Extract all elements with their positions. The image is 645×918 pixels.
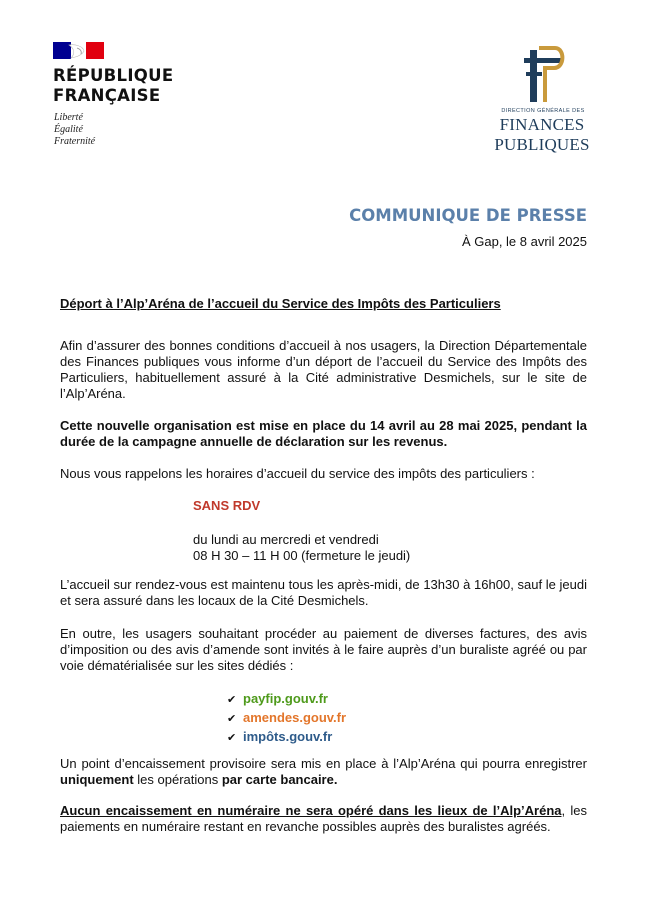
paragraph-card-payment bbox=[60, 756, 587, 788]
amendes-link[interactable]: amendes.gouv.fr bbox=[243, 710, 347, 725]
motto-liberte: Liberté bbox=[54, 112, 83, 123]
press-date: À Gap, le 8 avril 2025 bbox=[461, 234, 587, 249]
list-item bbox=[227, 728, 346, 747]
check-icon: ✔ bbox=[227, 694, 237, 706]
press-title: COMMUNIQUE DE PRESSE bbox=[349, 206, 587, 225]
marianne-logo-icon bbox=[53, 42, 104, 59]
card-payment-text-a: Un point d’encaissement provisoire sera mis en place à l’Alp’Aréna qui pourra enregistrer bbox=[60, 756, 587, 771]
cash-notice-emphasis: Aucun encaissement en numéraire ne sera opéré dans les lieux de l’Alp’Aréna bbox=[60, 803, 562, 818]
card-payment-text-c: les opérations bbox=[133, 772, 222, 787]
card-payment-emphasis-only: uniquement bbox=[60, 772, 134, 787]
card-payment-emphasis-card: par carte bancaire. bbox=[221, 772, 338, 787]
sans-rdv-label: SANS RDV bbox=[193, 498, 261, 513]
payment-links-list bbox=[227, 690, 346, 747]
cash-notice-text: , les paiements en numéraire restant en revanche possibles auprès des buralistes agréés. bbox=[60, 803, 587, 834]
check-icon: ✔ bbox=[227, 713, 237, 725]
impots-link[interactable]: impôts.gouv.fr bbox=[243, 729, 333, 744]
republique-label: RÉPUBLIQUE bbox=[53, 66, 174, 85]
paragraph-organisation: Cette nouvelle organisation est mise en place du 14 avril au 28 mai 2025, pendant la durée de la campagne annuelle de déclaration sur les revenus. bbox=[60, 418, 587, 449]
motto-egalite: Égalité bbox=[54, 124, 83, 135]
paragraph-hours-intro: Nous vous rappelons les horaires d’accueil du service des impôts des particuliers : bbox=[60, 466, 535, 481]
opening-hours bbox=[193, 532, 410, 564]
paragraph-cash bbox=[60, 803, 587, 835]
list-item bbox=[227, 709, 346, 728]
paragraph-appointment: L’accueil sur rendez-vous est maintenu tous les après-midi, de 13h30 à 16h00, sauf le jeudi et sera assuré dans les locaux de la Cité Desmichels. bbox=[60, 577, 587, 608]
dgfip-title: FINANCES PUBLIQUES bbox=[494, 115, 590, 154]
payfip-link[interactable]: payfip.gouv.fr bbox=[243, 691, 328, 706]
motto-fraternite: Fraternité bbox=[54, 136, 96, 147]
release-heading: Déport à l’Alp’Aréna de l’accueil du Service des Impôts des Particuliers bbox=[60, 296, 501, 311]
dgfip-logo-icon bbox=[521, 44, 567, 104]
opening-days: du lundi au mercredi et vendredi bbox=[193, 532, 379, 547]
check-icon: ✔ bbox=[227, 732, 237, 744]
paragraph-payment: En outre, les usagers souhaitant procéder au paiement de diverses factures, des avis d’imposition ou des avis d’amende sont invités à le faire auprès d’un buraliste agréé ou par voie dématérialisée sur les sites dédiés : bbox=[60, 626, 587, 673]
opening-times: 08 H 30 – 11 H 00 (fermeture le jeudi) bbox=[193, 548, 411, 563]
dgfip-subtitle: DIRECTION GÉNÉRALE DES bbox=[501, 108, 585, 114]
francaise-label: FRANÇAISE bbox=[53, 86, 161, 105]
paragraph-intro: Afin d’assurer des bonnes conditions d’accueil à nos usagers, la Direction Départementale des Finances publiques vous informe d’un déport de l’accueil du Service des Impôts des Particuliers, habituellement assuré à la Cité administrative Desmichels, sur le site de l’Alp’Aréna. bbox=[60, 338, 587, 401]
list-item bbox=[227, 690, 346, 709]
